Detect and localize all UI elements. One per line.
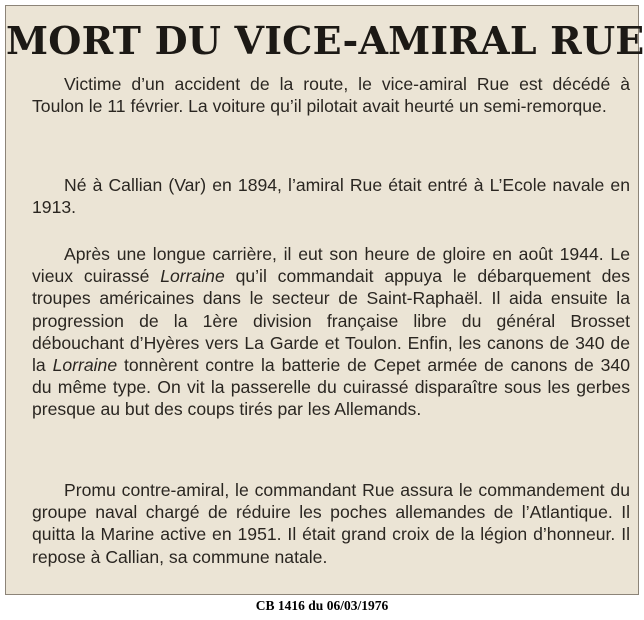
article-title: MORT DU VICE-AMIRAL RUE [6, 18, 644, 63]
newspaper-clipping [5, 5, 644, 595]
article-paragraph-3 [32, 243, 630, 421]
article-paragraph-1: Victime d’un accident de la route, le vice-amiral Rue est décédé à Toulon le 11 février. La voiture qu’il pilotait avait heurté un semi-remorque. [32, 74, 630, 117]
ship-name-italic: Lorraine [52, 355, 118, 376]
paragraph-3-text-3: tonnèrent contre la batterie de Cepet armée de canons de 340 du même type. On vit la passerelle du cuirassé disparaître sous les gerbes presque au but des coups tirés par les Allemands. [32, 355, 630, 420]
source-caption: CB 1416 du 06/03/1976 [255, 598, 389, 613]
paragraph-3-text-2: qu’il commandait appuya le débarquement des troupes américaines dans le secteur de Saint-Raphaël. Il aida ensuite la progression de la 1ère division française libre du général Brosset débouchant d’Hyères vers La Garde et Toulon. Enfin, les canons de 340 de la [32, 266, 630, 376]
paragraph-3-text-1: Après une longue carrière, il eut son heure de gloire en août 1944. Le vieux cuirassé [32, 244, 630, 287]
article-paragraph-4: Promu contre-amiral, le commandant Rue assura le commandement du groupe naval chargé de réduire les poches allemandes de l’Atlantique. Il quitta la Marine active en 1951. Il était grand croix de la légion d’honneur. Il repose à Callian, sa commune natale. [32, 480, 630, 567]
article-paragraph-2: Né à Callian (Var) en 1894, l’amiral Rue était entré à L’Ecole navale en 1913. [32, 175, 630, 218]
ship-name-italic: Lorraine [160, 266, 225, 287]
